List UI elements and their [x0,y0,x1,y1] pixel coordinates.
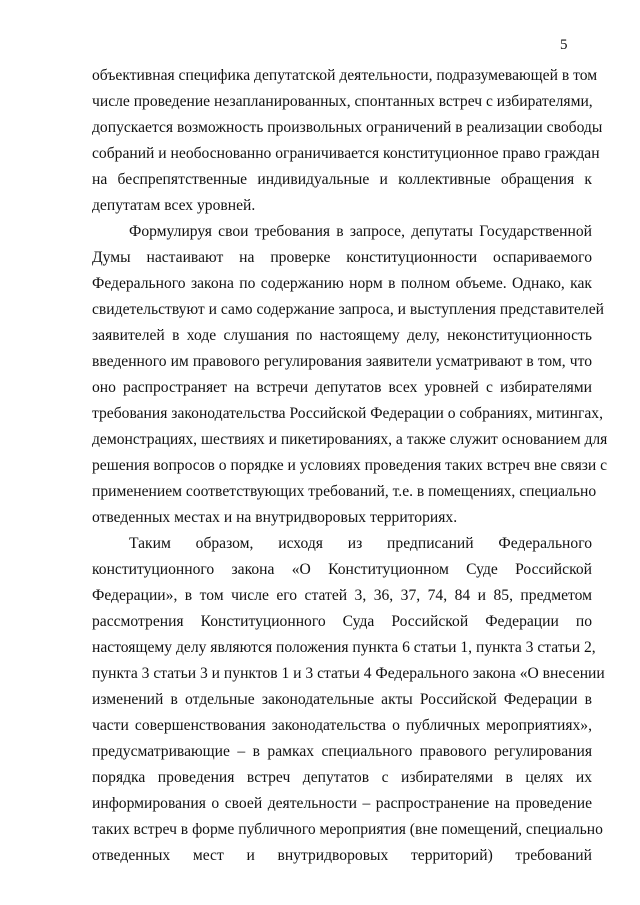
document-body [92,63,608,869]
text-line: предусматривающие – в рамках специального правового регулирования [92,743,592,760]
text-line: отведенных мест и внутридворовых территорий) требований [92,847,592,864]
text-line: объективная специфика депутатской деятельности, подразумевающей в том [92,67,598,84]
text-line: заявителей в ходе слушания по настоящему делу, неконституционность [92,327,592,344]
text-line: части совершенствования законодательства о публичных мероприятиях», [92,717,592,734]
text-line: депутатам всех уровней. [92,197,256,214]
text-line: конституционного закона «О Конституционном Суде Российской [92,561,592,578]
paragraph [92,531,605,869]
text-line: отведенных местах и на внутридворовых территориях. [92,509,458,526]
text-line: на беспрепятственные индивидуальные и коллективные обращения к [92,171,592,188]
text-line: порядка проведения встреч депутатов с избирателями в целях их [92,769,592,786]
text-line: демонстрациях, шествиях и пикетированиях, а также служит основанием для [92,431,608,448]
text-line: оно распространяет на встречи депутатов всех уровней с избирателями [92,379,592,396]
text-line: требования законодательства Российской Федерации о собраниях, митингах, [92,405,603,422]
text-line: таких встреч в форме публичного мероприятия (вне помещений, специально [92,821,603,838]
page-number: 5 [560,37,568,53]
text-line: пункта 3 статьи 3 и пунктов 1 и 3 статьи 4 Федерального закона «О внесении [92,665,605,682]
text-line: Думы настаивают на проверке конституционности оспариваемого [92,249,592,266]
paragraph [92,63,603,219]
text-line: рассмотрения Конституционного Суда Российской Федерации по [92,613,592,630]
text-line: собраний и необоснованно ограничивается конституционное право граждан [92,145,600,162]
text-line: информирования о своей деятельности – распространение на проведение [92,795,592,812]
text-line: свидетельствуют и само содержание запроса, и выступления представителей [92,301,604,318]
text-line: Федерации», в том числе его статей 3, 36, 37, 74, 84 и 85, предметом [92,587,592,604]
text-line: допускается возможность произвольных ограничений в реализации свободы [92,119,603,136]
text-line: числе проведение незапланированных, спонтанных встреч с избирателями, [92,93,593,110]
text-line: Федерального закона по содержанию норм в полном объеме. Однако, как [92,275,592,292]
text-line: изменений в отдельные законодательные акты Российской Федерации в [92,691,592,708]
text-line: введенного им правового регулирования заявители усматривают в том, что [92,353,592,370]
text-line: применением соответствующих требований, т.е. в помещениях, специально [92,483,597,500]
text-line: решения вопросов о порядке и условиях проведения таких встреч вне связи с [92,457,608,474]
paragraph [92,219,608,531]
text-line: настоящему делу являются положения пункта 6 статьи 1, пункта 3 статьи 2, [92,639,596,656]
text-line: Таким образом, исходя из предписаний Федерального [129,535,592,552]
text-line: Формулируя свои требования в запросе, депутаты Государственной [129,223,592,240]
